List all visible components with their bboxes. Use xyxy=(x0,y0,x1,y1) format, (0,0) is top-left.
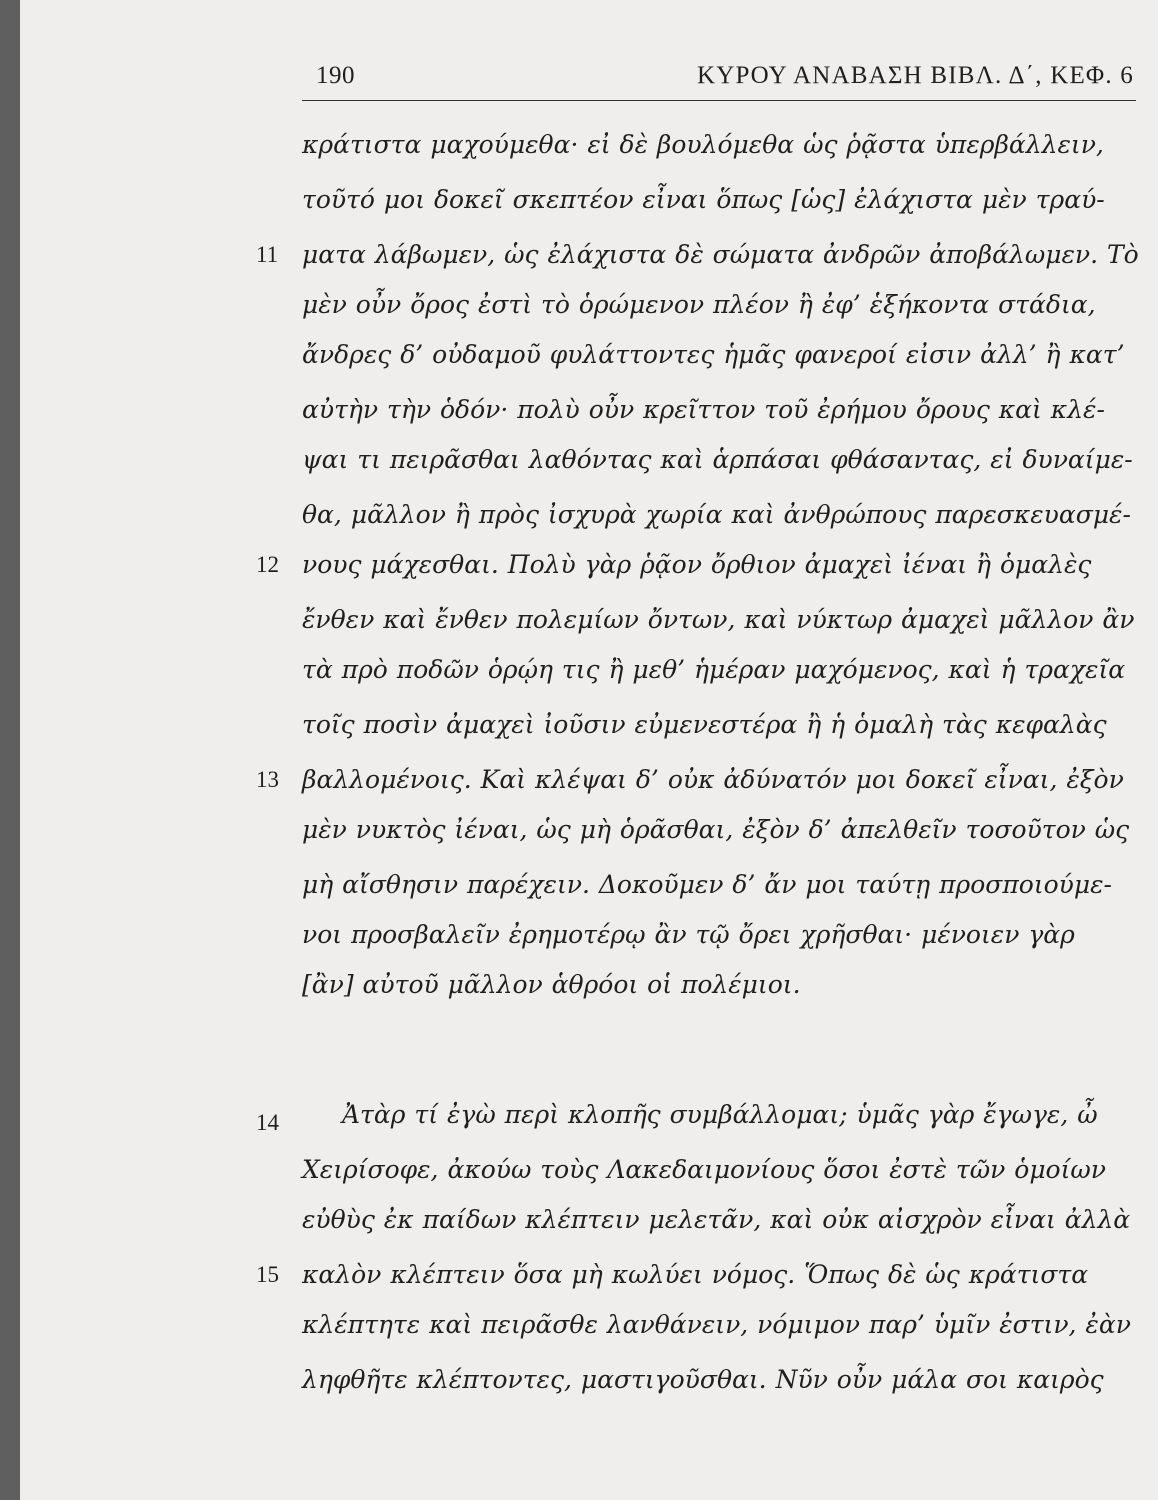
text-line: Χειρίσοφε, ἀκούω τοὺς Λακεδαιμονίους ὅσοι ἐστὲ τῶν ὁμοίων xyxy=(302,1155,1106,1184)
section-number: 11 xyxy=(256,242,279,267)
section-number: 14 xyxy=(256,1110,279,1135)
text-line: καλὸν κλέπτειν ὅσα μὴ κωλύει νόμος. Ὅπως δὲ ὡς κράτιστα xyxy=(302,1260,1089,1289)
text-line: εὐθὺς ἐκ παίδων κλέπτειν μελετᾶν, καὶ οὐκ αἰσχρὸν εἶναι ἀλλὰ xyxy=(302,1205,1131,1234)
text-line: μὲν νυκτὸς ἰέναι, ὡς μὴ ὁρᾶσθαι, ἐξὸν δ’ ἀπελθεῖν τοσοῦτον ὡς xyxy=(302,815,1130,844)
text-line: αὐτὴν τὴν ὁδόν· πολὺ οὖν κρεῖττον τοῦ ἐρήμου ὄρους καὶ κλέ- xyxy=(302,395,1105,424)
text-line: ληφθῆτε κλέπτοντες, μαστιγοῦσθαι. Νῦν οὖν μάλα σοι καιρὸς xyxy=(302,1365,1104,1394)
text-line: ματα λάβωμεν, ὡς ἐλάχιστα δὲ σώματα ἀνδρῶν ἀποβάλωμεν. Τὸ xyxy=(302,240,1139,269)
page-header xyxy=(302,56,1136,101)
section-number: 13 xyxy=(256,767,279,792)
text-line: μὲν οὖν ὄρος ἐστὶ τὸ ὁρώμενον πλέον ἢ ἐφ’ ἑξήκοντα στάδια, xyxy=(302,290,1096,319)
text-line: ἔνθεν καὶ ἔνθεν πολεμίων ὄντων, καὶ νύκτωρ ἀμαχεὶ μᾶλλον ἂν xyxy=(302,605,1135,634)
text-line: βαλλομένοις. Καὶ κλέψαι δ’ οὐκ ἀδύνατόν μοι δοκεῖ εἶναι, ἐξὸν xyxy=(302,765,1124,794)
section-number: 15 xyxy=(256,1262,279,1287)
text-line: κλέπτητε καὶ πειρᾶσθε λανθάνειν, νόμιμον παρ’ ὑμῖν ἐστιν, ἐὰν xyxy=(302,1310,1131,1339)
text-line: τοῖς ποσὶν ἀμαχεὶ ἰοῦσιν εὐμενεστέρα ἢ ἡ ὁμαλὴ τὰς κεφαλὰς xyxy=(302,710,1107,739)
text-line: κράτιστα μαχούμεθα· εἰ δὲ βουλόμεθα ὡς ῥᾷστα ὑπερβάλλειν, xyxy=(302,130,1104,159)
text-line: Ἀτὰρ τί ἐγὼ περὶ κλοπῆς συμβάλλομαι; ὑμᾶς γὰρ ἔγωγε, ὦ xyxy=(342,1100,1098,1129)
text-line: ἄνδρες δ’ οὐδαμοῦ φυλάττοντες ἡμᾶς φανεροί εἰσιν ἀλλ’ ἢ κατ’ xyxy=(302,340,1125,369)
running-head: ΚΥΡΟΥ ΑΝΑΒΑΣΗ ΒΙΒΛ. Δ΄, ΚΕΦ. 6 xyxy=(697,62,1134,89)
section-number: 12 xyxy=(256,552,279,577)
text-line: [ἂν] αὐτοῦ μᾶλλον ἁθρόοι οἱ πολέμιοι. xyxy=(302,970,801,999)
text-line: τοῦτό μοι δοκεῖ σκεπτέον εἶναι ὅπως [ὡς] ἐλάχιστα μὲν τραύ- xyxy=(302,185,1105,214)
text-line: θα, μᾶλλον ἢ πρὸς ἰσχυρὰ χωρία καὶ ἀνθρώπους παρεσκευασμέ- xyxy=(302,500,1131,529)
page-number: 190 xyxy=(316,62,355,89)
text-line: νοι προσβαλεῖν ἐρημοτέρῳ ἂν τῷ ὄρει χρῆσθαι· μένοιεν γὰρ xyxy=(302,920,1075,949)
scan-edge-shadow xyxy=(0,0,20,1500)
text-line: νους μάχεσθαι. Πολὺ γὰρ ῥᾷον ὄρθιον ἀμαχεὶ ἰέναι ἢ ὁμαλὲς xyxy=(302,550,1092,579)
text-line: μὴ αἴσθησιν παρέχειν. Δοκοῦμεν δ’ ἄν μοι ταύτῃ προσποιούμε- xyxy=(302,870,1112,899)
text-line: ψαι τι πειρᾶσθαι λαθόντας καὶ ἁρπάσαι φθάσαντας, εἰ δυναίμε- xyxy=(302,445,1133,474)
text-line: τὰ πρὸ ποδῶν ὁρῴη τις ἢ μεθ’ ἡμέραν μαχόμενος, καὶ ἡ τραχεῖα xyxy=(302,655,1126,684)
